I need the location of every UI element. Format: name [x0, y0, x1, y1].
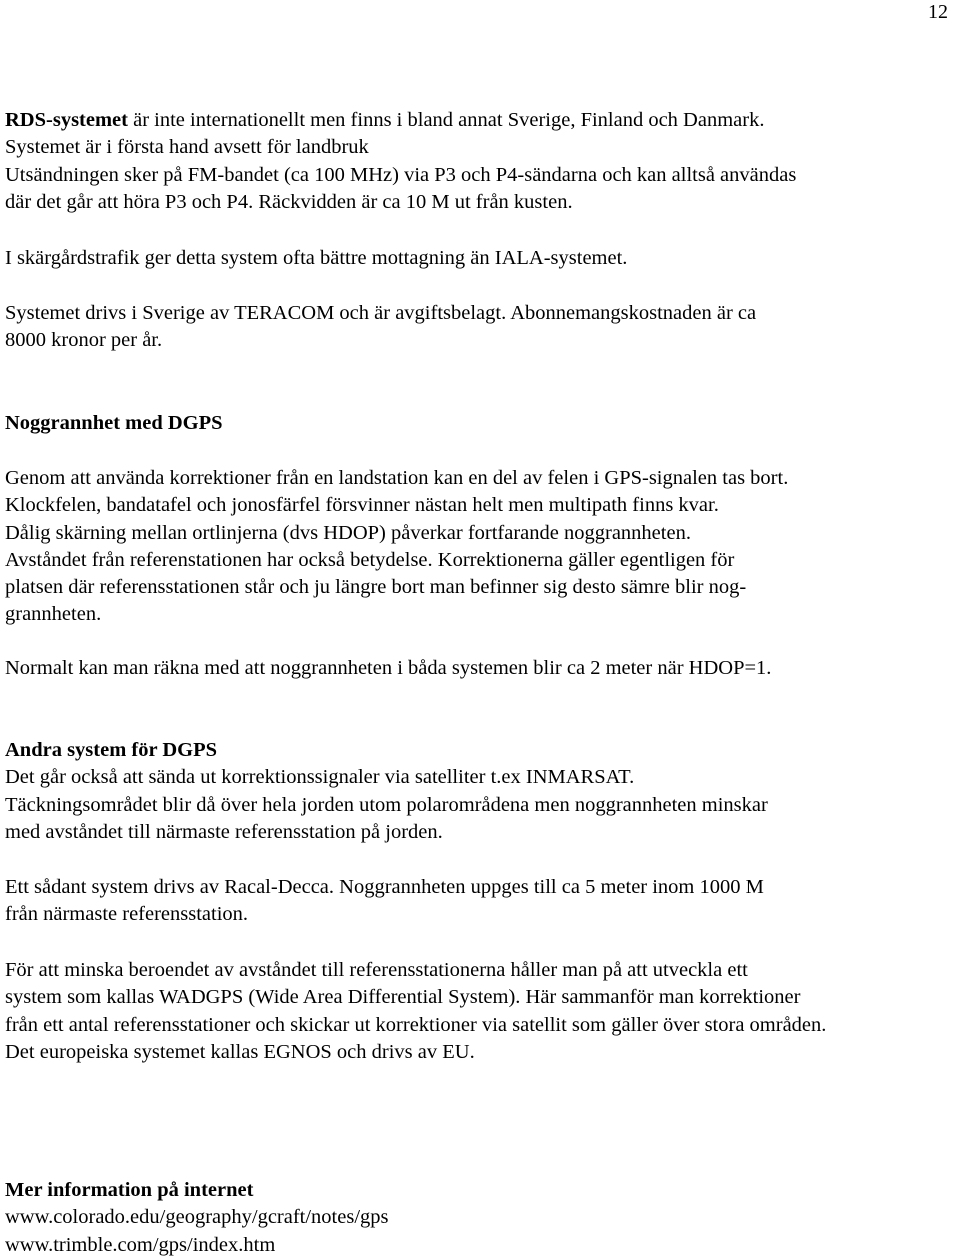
- noggrannhet-line: Genom att använda korrektioner från en landstation kan en del av felen i GPS-signalen tas bort.: [5, 467, 789, 489]
- normalt-paragraph: [5, 655, 957, 682]
- rds-line: där det går att höra P3 och P4. Räckvidden är ca 10 M ut från kusten.: [5, 190, 573, 213]
- page-number: 12: [928, 1, 948, 23]
- teracom-paragraph: [5, 300, 957, 355]
- noggrannhet-line: Klockfelen, bandatafel och jonosfärfel försvinner nästan helt men multipath finns kvar.: [5, 494, 719, 517]
- noggrannhet-line: Avståndet från referenstationen har också betydelse. Korrektionerna gäller egentligen för: [5, 548, 735, 571]
- noggrannhet-line: Dålig skärning mellan ortlinjerna (dvs HDOP) påverkar fortfarande noggrannheten.: [5, 521, 691, 544]
- teracom-line: 8000 kronor per år.: [5, 329, 163, 352]
- andra-line: Täckningsområdet blir då över hela jorden utom polarområdena men noggrannheten minskar: [5, 793, 768, 816]
- andra-line: med avståndet till närmaste referensstation på jorden.: [5, 820, 443, 843]
- noggrannhet-line: grannheten.: [5, 603, 102, 626]
- more-info-link[interactable]: www.colorado.edu/geography/gcraft/notes/gps: [5, 1206, 389, 1229]
- noggrannhet-heading-block: [5, 410, 957, 437]
- wadgps-paragraph: [5, 957, 957, 1066]
- skargard-line: I skärgårdstrafik ger detta system ofta bättre mottagning än IALA-systemet.: [5, 247, 628, 269]
- rds-intro-bold: RDS-systemet: [5, 109, 128, 131]
- rds-paragraph: [5, 107, 957, 216]
- racal-line: från närmaste referensstation.: [5, 903, 249, 926]
- wadgps-line: system som kallas WADGPS (Wide Area Differential System). Här sammanför man korrektioner: [5, 986, 801, 1009]
- rds-line: Systemet är i första hand avsett för landbruk: [5, 136, 369, 159]
- more-info-heading: Mer information på internet: [5, 1179, 254, 1201]
- wadgps-line: För att minska beroendet av avståndet till referensstationerna håller man på att utveckla ett: [5, 959, 748, 981]
- wadgps-line: från ett antal referensstationer och skickar ut korrektioner via satellit som gäller över stora områden.: [5, 1013, 827, 1036]
- noggrannhet-line: platsen där referensstationen står och ju längre bort man befinner sig desto sämre blir nog-: [5, 576, 747, 599]
- racal-line: Ett sådant system drivs av Racal-Decca. Noggrannheten uppges till ca 5 meter inom 1000 M: [5, 876, 764, 898]
- andra-heading: Andra system för DGPS: [5, 739, 218, 761]
- rds-intro-line: [5, 107, 957, 134]
- andra-line: Det går också att sända ut korrektionssignaler via satelliter t.ex INMARSAT.: [5, 766, 635, 789]
- rds-line: Utsändningen sker på FM-bandet (ca 100 MHz) via P3 och P4-sändarna och kan alltså användas: [5, 163, 797, 186]
- noggrannhet-paragraph: [5, 465, 957, 629]
- racal-paragraph: [5, 874, 957, 929]
- wadgps-line: Det europeiska systemet kallas EGNOS och drivs av EU.: [5, 1040, 475, 1063]
- more-info-section: [5, 1177, 957, 1259]
- normalt-line: Normalt kan man räkna med att noggrannheten i båda systemen blir ca 2 meter när HDOP=1.: [5, 657, 772, 679]
- noggrannhet-heading: Noggrannhet med DGPS: [5, 412, 223, 434]
- teracom-line: Systemet drivs i Sverige av TERACOM och är avgiftsbelagt. Abonnemangskostnaden är ca: [5, 302, 757, 324]
- skargard-paragraph: [5, 245, 957, 272]
- rds-intro-rest: är inte internationellt men finns i bland annat Sverige, Finland och Danmark.: [127, 109, 765, 131]
- more-info-link[interactable]: www.trimble.com/gps/index.htm: [5, 1233, 276, 1256]
- andra-section: [5, 737, 957, 846]
